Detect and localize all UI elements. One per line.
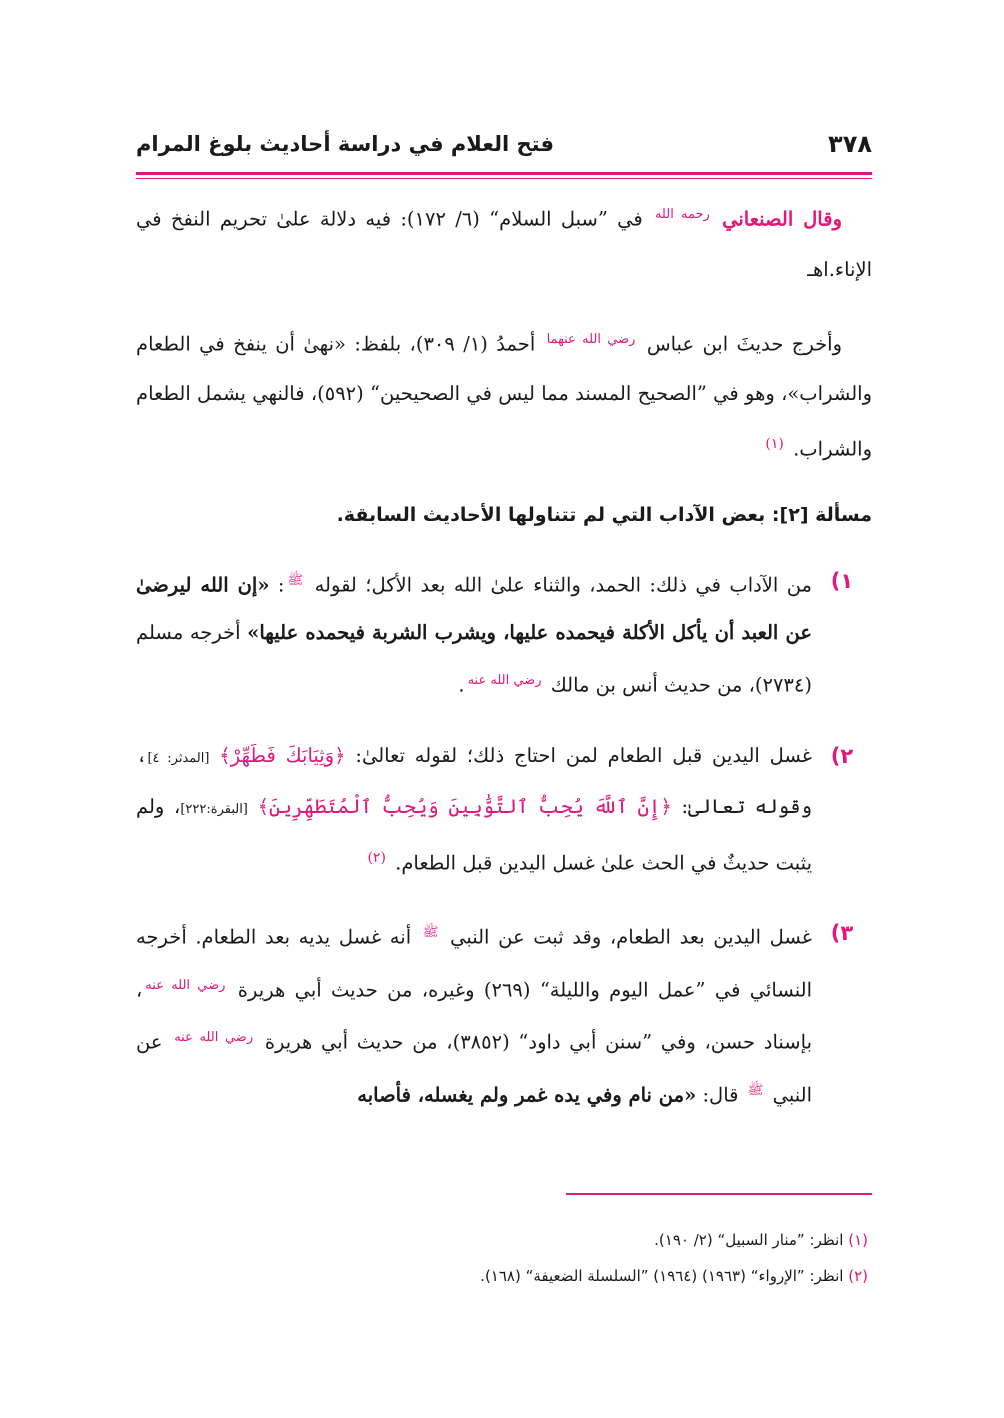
page-number: ٣٧٨ [828,130,872,158]
item-body-2: ، بإسناد حسن، وفي ”سنن أبي داود“ (٣٨٥٢)، من حديث أبي هريرة [136,978,812,1054]
hadith-text: «من نام وفي يده غمر ولم يغسله، فأصابه [357,1083,697,1106]
honorific-ornament: رحمه الله [654,207,710,222]
item-number: ١) [830,568,854,593]
footnote-1 [136,1222,868,1258]
footnote-text: انظر: ”منار السبيل“ (٢/ ١٩٠). [654,1231,844,1249]
speaker-name: وقال الصنعاني [722,207,842,231]
footnote-2 [136,1258,868,1294]
paragraph-sanani [136,190,872,295]
hadith-text: «إن الله ليرضىٰ عن العبد أن يأكل الأكلة فيحمده عليها، ويشرب الشربة فيحمده عليها» [136,573,812,644]
paragraph-ibn-abbas [136,315,872,475]
footnote-separator [566,1193,872,1195]
header-rule-thin [136,178,872,179]
list-item [136,557,872,710]
page-body [136,190,872,1119]
verse-reference: [المدثر: ٤] [147,750,210,766]
salawat-ornament: ﷺ [287,572,304,588]
footnote-text: انظر: ”الإرواء“ (١٩٦٣) (١٩٦٤) ”السلسلة الضعيفة“ (١٦٨). [480,1267,844,1285]
paragraph-intro: وأخرج حديثَ ابن عباس [646,332,842,355]
item-text [136,732,812,888]
honorific-ornament: رضي الله عنه [145,977,226,993]
masala-heading [136,495,872,535]
verse-reference: [البقرة:٢٢٢] [180,801,248,817]
masala-label: مسألة [٢]: [771,503,872,526]
item-number: ٢) [830,743,854,768]
item-intro: من الآداب في ذلك: الحمد، والثناء علىٰ الله بعد الأكل؛ لقوله [314,573,812,596]
item-intro: غسل اليدين بعد الطعام، وقد ثبت عن النبي [450,925,813,949]
list-item [136,732,872,888]
item-number: ٣) [830,921,854,945]
item-body-4: قال: [702,1083,739,1106]
item-body-3: عن النبي [136,1030,812,1106]
quran-verse: ﴿وَثِيَابَكَ فَطَهِّرْ﴾ [219,743,346,767]
footnote-number: (١) [848,1231,868,1249]
paragraph-text: أحمدُ (١/ ٣٠٩)، بلفظ: «نهىٰ أن ينفخ في الطعام والشراب»، وهو في ”الصحيح المسند مما ليس في الصحيحين“ (٥٩٢)، فالنهي يشمل الطعام والشراب. [136,332,872,461]
salawat-ornament: ﷺ [747,1082,764,1098]
quran-verse: ﴿إِنَّ ٱللَّهَ يُحِبُّ ٱلتَّوَّٰبِينَ وَيُحِبُّ ٱلْمُتَطَهِّرِينَ﴾ [257,794,672,818]
item-mid: ، وقوله تعالىٰ: [136,743,813,818]
footnote-ref-1[interactable]: (١) [765,436,784,452]
honorific-ornament: رضي الله عنهما [546,331,636,347]
item-intro: غسل اليدين قبل الطعام لمن احتاج ذلك؛ لقوله تعالىٰ: [355,743,813,767]
footnotes [136,1222,868,1294]
item-conclusion: ، ولم يثبت حديثٌ في الحث علىٰ غسل اليدين قبل الطعام. [136,794,812,874]
list-item [136,909,872,1119]
item-source: أخرجه مسلم (٢٧٣٤)، من حديث أنس بن مالك [136,621,812,697]
header-rule-thick [136,172,872,175]
item-text [136,909,812,1119]
masala-title: بعض الآداب التي لم تتناولها الأحاديث السابقة. [336,503,766,526]
honorific-ornament: رضي الله عنه [467,673,542,688]
book-title: فتح العلام في دراسة أحاديث بلوغ المرام [136,132,554,156]
item-body: أنه غسل يديه بعد الطعام. أخرجه النسائي في ”عمل اليوم والليلة“ (٢٦٩) وغيره، من حديث أبي هريرة [136,925,812,1001]
item-text: من الآداب في ذلك: الحمد، والثناء علىٰ الله بعد الأكل؛ لقوله $^ﷺ$: «إن الله ليرضىٰ عن العبد أن يأكل الأكلة فيحمده عليها، ويشرب الشربة فيحمده عليها» أخرجه مسلم (٢٧٣٤)، من حديث أنس بن مالك $^{رضي الله عنه}$. [136,572,812,697]
footnote-number: (٢) [848,1267,868,1285]
salawat-ornament: ﷺ [422,925,439,940]
honorific-ornament: رضي الله عنه [174,1030,254,1045]
footnote-ref-2[interactable]: (٢) [367,849,386,866]
page-header [136,128,872,168]
paragraph-text: في ”سبل السلام“ (٦/ ١٧٢): فيه دلالة علىٰ تحريم النفخ في الإناء.اهـ [136,207,872,281]
